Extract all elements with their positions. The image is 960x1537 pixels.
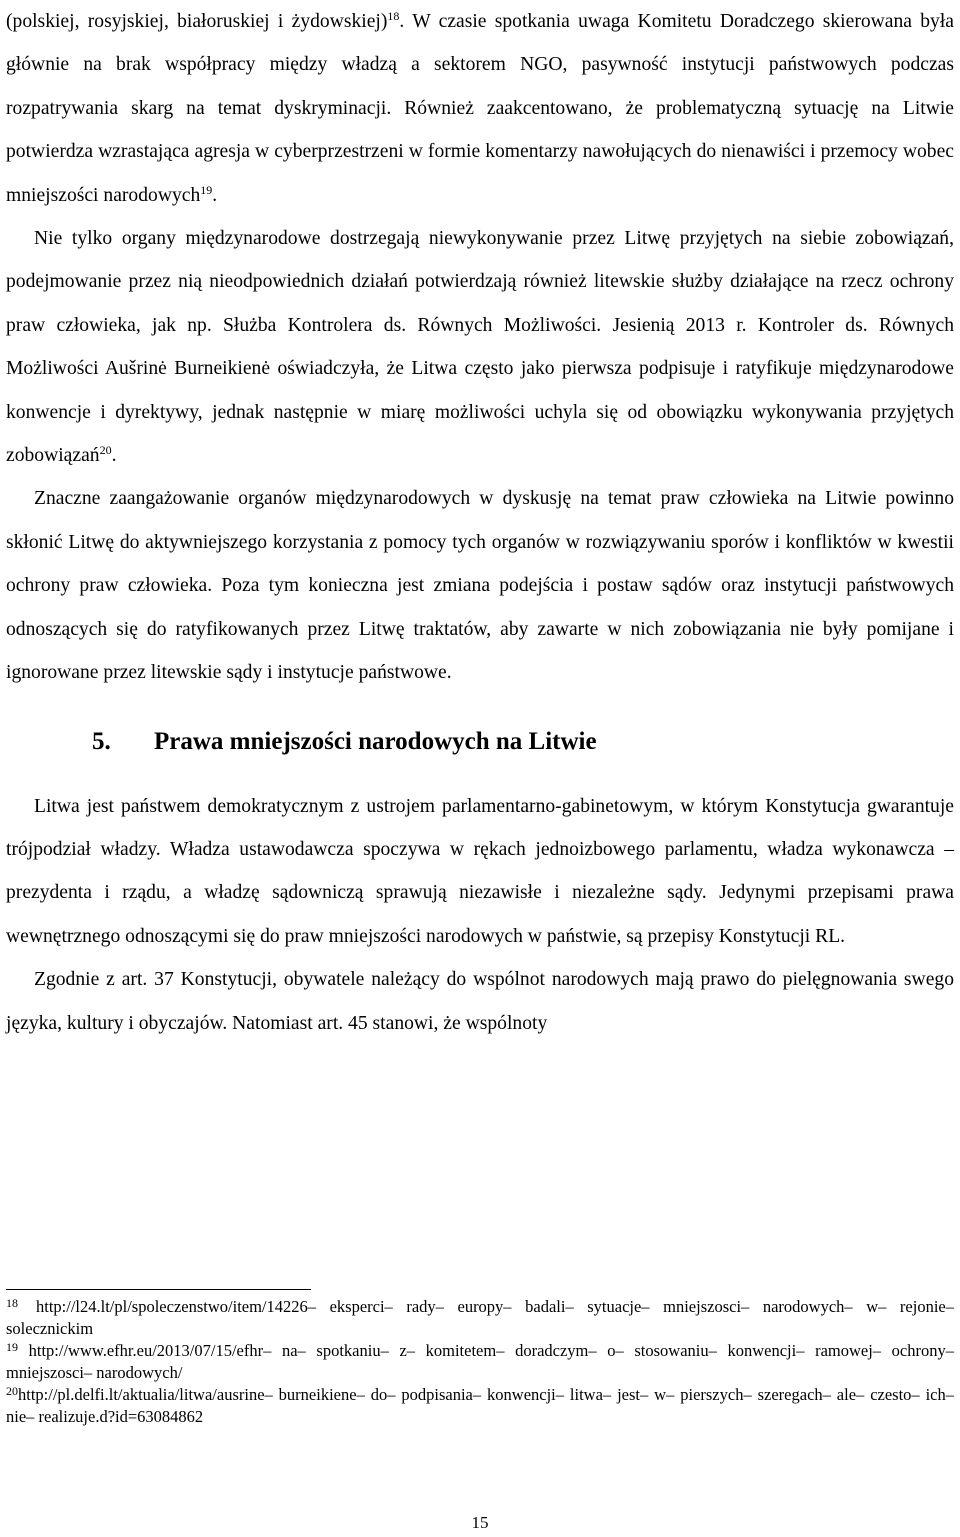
section-number: 5. — [92, 727, 111, 755]
paragraph-3: Znaczne zaangażowanie organów międzynarodowych w dyskusję na temat praw człowieka na Litwie powinno skłonić Litwę do aktywniejszego korzystania z pomocy tych organów w rozwiązywaniu sporów i konfliktów w kwestii ochrony praw człowieka. Poza tym konieczna jest zmiana podejścia i postaw sądów oraz instytucji państwowych odnoszących się do ratyfikowanych przez Litwę traktatów, aby zawarte w nich zobowiązania nie były pomijane i ignorowane przez litewskie sądy i instytucje państwowe. — [6, 488, 954, 684]
page-number: 15 — [471, 1513, 489, 1532]
footnote-divider — [6, 1289, 311, 1290]
footnote-number: 20 — [6, 1384, 18, 1398]
section-title: Prawa mniejszości narodowych na Litwie — [154, 727, 597, 755]
paragraph-5: Zgodnie z art. 37 Konstytucji, obywatele należący do wspólnot narodowych mają prawo do pielęgnowania swego języka, kultury i obyczajów. Natomiast art. 45 stanowi, że wspólnoty — [6, 969, 954, 1034]
section-heading — [6, 713, 954, 771]
paragraph-2-text: Nie tylko organy międzynarodowe dostrzegają niewykonywanie przez Litwę przyjętych na siebie zobowiązań, podejmowanie przez nią nieodpowiednich działań potwierdzają również litewskie służby działające na rzecz ochrony praw człowieka, jak np. Służba Kontrolera ds. Równych Możliwości. Jesienią 2013 r. Kontroler ds. Równych Możliwości Aušrinė Burneikienė oświadczyła, że Litwa często jako pierwsza podpisuje i ratyfikuje międzynarodowe konwencje i dyrektywy, jednak następnie w miarę możliwości uchyla się od obowiązku wykonywania przyjętych zobowiązań — [6, 228, 954, 467]
footnote-20 — [6, 1384, 954, 1428]
document-page — [6, 0, 954, 1045]
footnote-link[interactable]: http://l24.lt/pl/spoleczenstwo/item/14226– eksperci– rady– europy– badali– sytuacje– mniejszosci– narodowych– w– rejonie– solecznickim — [6, 1297, 954, 1338]
footnote-ref-18[interactable]: 18 — [387, 9, 400, 23]
paragraph-1 — [6, 0, 954, 217]
footnote-number: 18 — [6, 1296, 18, 1310]
paragraph-1-text-cont: . W czasie spotkania uwaga Komitetu Doradczego skierowana była głównie na brak współpracy między władzą a sektorem NGO, pasywność instytucji państwowych podczas rozpatrywania skarg na temat dyskryminacji. Również zaakcentowano, że problematyczną sytuację na Litwie potwierdza wzrastająca agresja w cyberprzestrzeni w formie komentarzy nawołujących do nienawiści i przemocy wobec mniejszości narodowych — [6, 11, 954, 206]
paragraph-4: Litwa jest państwem demokratycznym z ustrojem parlamentarno-gabinetowym, w którym Konstytucja gwarantuje trójpodział władzy. Władza ustawodawcza spoczywa w rękach jednoizbowego parlamentu, władza wykonawcza – prezydenta i rządu, a władzę sądowniczą sprawują niezawisłe i niezależne sądy. Jedynymi przepisami prawa wewnętrznego odnoszącymi się do praw mniejszości narodowych w państwie, są przepisy Konstytucji RL. — [6, 795, 954, 947]
paragraph-1-end: . — [212, 184, 218, 206]
footnote-18 — [6, 1296, 954, 1340]
footnote-number: 19 — [6, 1340, 18, 1354]
paragraph-2 — [6, 217, 954, 477]
footnote-ref-19[interactable]: 19 — [200, 182, 213, 197]
footnote-19 — [6, 1340, 954, 1384]
footnote-ref-20[interactable]: 20 — [99, 443, 112, 458]
paragraph-1-text: (polskiej, rosyjskiej, białoruskiej i żydowskiej) — [6, 11, 388, 32]
paragraph-2-end: . — [111, 445, 117, 467]
footnote-link[interactable]: http://pl.delfi.lt/aktualia/litwa/ausrine– burneikiene– do– podpisania– konwencji– litwa– jest– w– pierszych– szeregach– ale– czesto– ich– nie– realizuje.d?id=63084862 — [6, 1385, 954, 1426]
footnotes-section — [6, 1289, 954, 1428]
footnote-link[interactable]: http://www.efhr.eu/2013/07/15/efhr– na– spotkaniu– z– komitetem– doradczym– o– stosowaniu– konwencji– ramowej– ochrony– mniejszosci– narodowych/ — [6, 1341, 954, 1382]
